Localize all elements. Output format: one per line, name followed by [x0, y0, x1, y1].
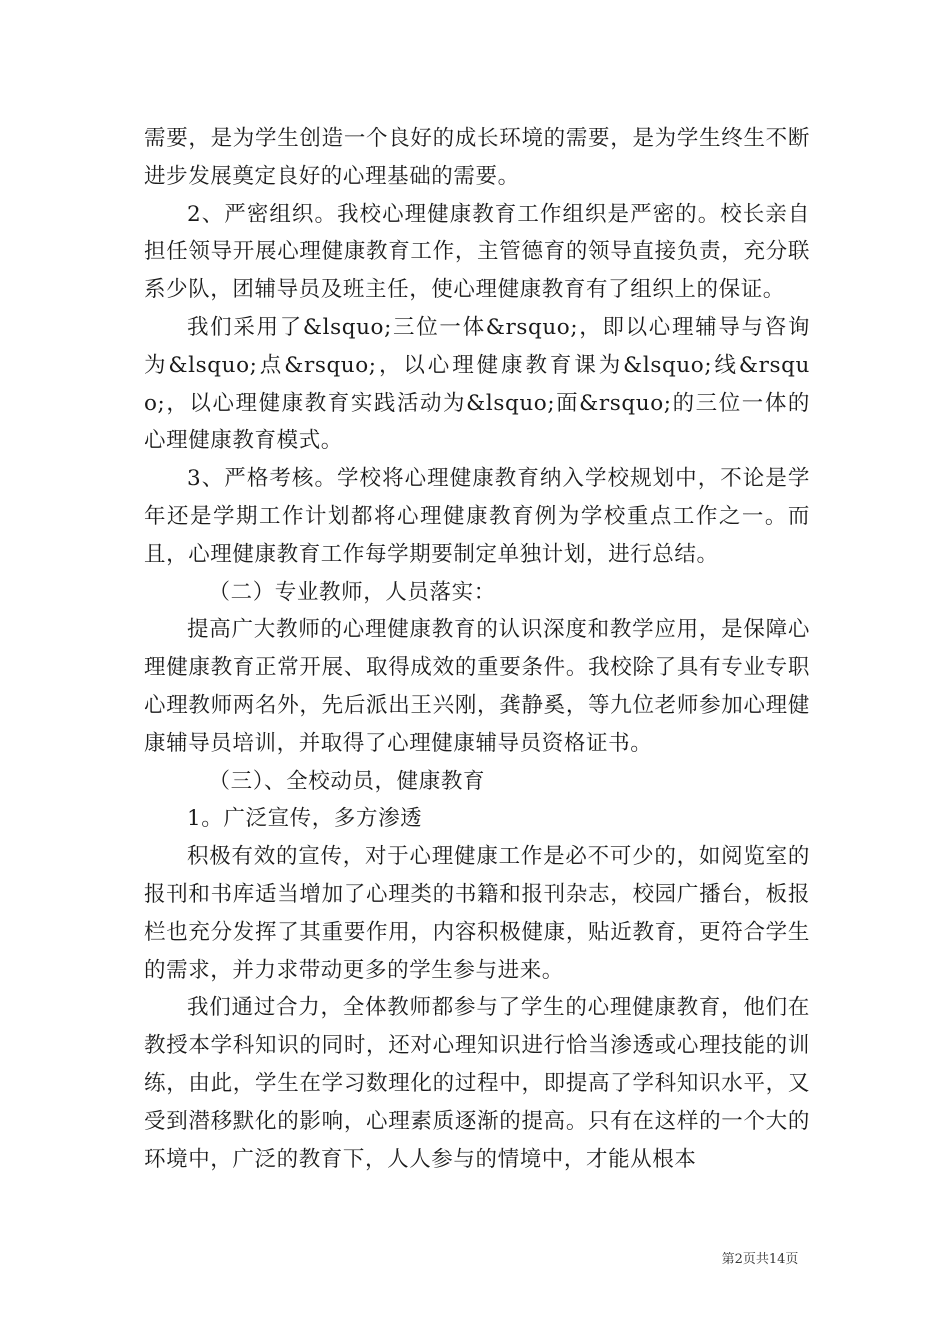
paragraph-joint-effort: 我们通过合力，全体教师都参与了学生的心理健康教育，他们在教授本学科知识的同时，还对心理知识进行恰当渗透或心理技能的训练，由此，学生在学习数理化的过程中，即提高了学科知识水平，又受到潜移默化的影响，心理素质逐渐的提高。只有在这样的一个大的环境中，广泛的教育下，人人参与的情境中，才能从根本 — [144, 995, 810, 1172]
paragraph-strict-organization: 2、严密组织。我校心理健康教育工作组织是严密的。校长亲自担任领导开展心理健康教育工作，主管德育的领导直接负责，充分联系少队，团辅导员及班主任，使心理健康教育有了组织上的保证。 — [144, 201, 810, 303]
subheading-publicity: 1。广泛宣传，多方渗透 — [187, 806, 423, 832]
page-number-footer — [0, 1248, 950, 1267]
paragraph-three-in-one: 我们采用了&lsquo;三位一体&rsquo;，即以心理辅导与咨询为&lsquo;点&rsquo;，以心理健康教育课为&lsquo;线&rsquo;，以心理健康教育实践活动为&lsquo;面&rsquo;的三位一体的心理健康教育模式。 — [144, 314, 810, 454]
section-heading-school-mobilization: （三）、全校动员，健康教育 — [208, 768, 486, 794]
body-text — [144, 120, 810, 1178]
section-heading-professional-teachers: （二）专业教师，人员落实： — [208, 579, 496, 605]
paragraph-publicity: 积极有效的宣传，对于心理健康工作是必不可少的，如阅览室的报刊和书库适当增加了心理类的书籍和报刊杂志，校园广播台，板报栏也充分发挥了其重要作用，内容积极健康，贴近教育，更符合学生的需求，并力求带动更多的学生参与进来。 — [144, 844, 810, 983]
paragraph-strict-assessment: 3、严格考核。学校将心理健康教育纳入学校规划中，不论是学年还是学期工作计划都将心理健康教育例为学校重点工作之一。而且，心理健康教育工作每学期要制定单独计划，进行总结。 — [144, 466, 810, 567]
paragraph-continuation: 需要，是为学生创造一个良好的成长环境的需要，是为学生终生不断进步发展奠定良好的心理基础的需要。 — [144, 126, 810, 189]
page-number: 第2页共14页 — [721, 1252, 799, 1267]
paragraph-teacher-training: 提高广大教师的心理健康教育的认识深度和教学应用，是保障心理健康教育正常开展、取得成效的重要条件。我校除了具有专业专职心理教师两名外，先后派出王兴刚，龚静奚，等九位老师参加心理健康辅导员培训，并取得了心理健康辅导员资格证书。 — [144, 617, 810, 756]
